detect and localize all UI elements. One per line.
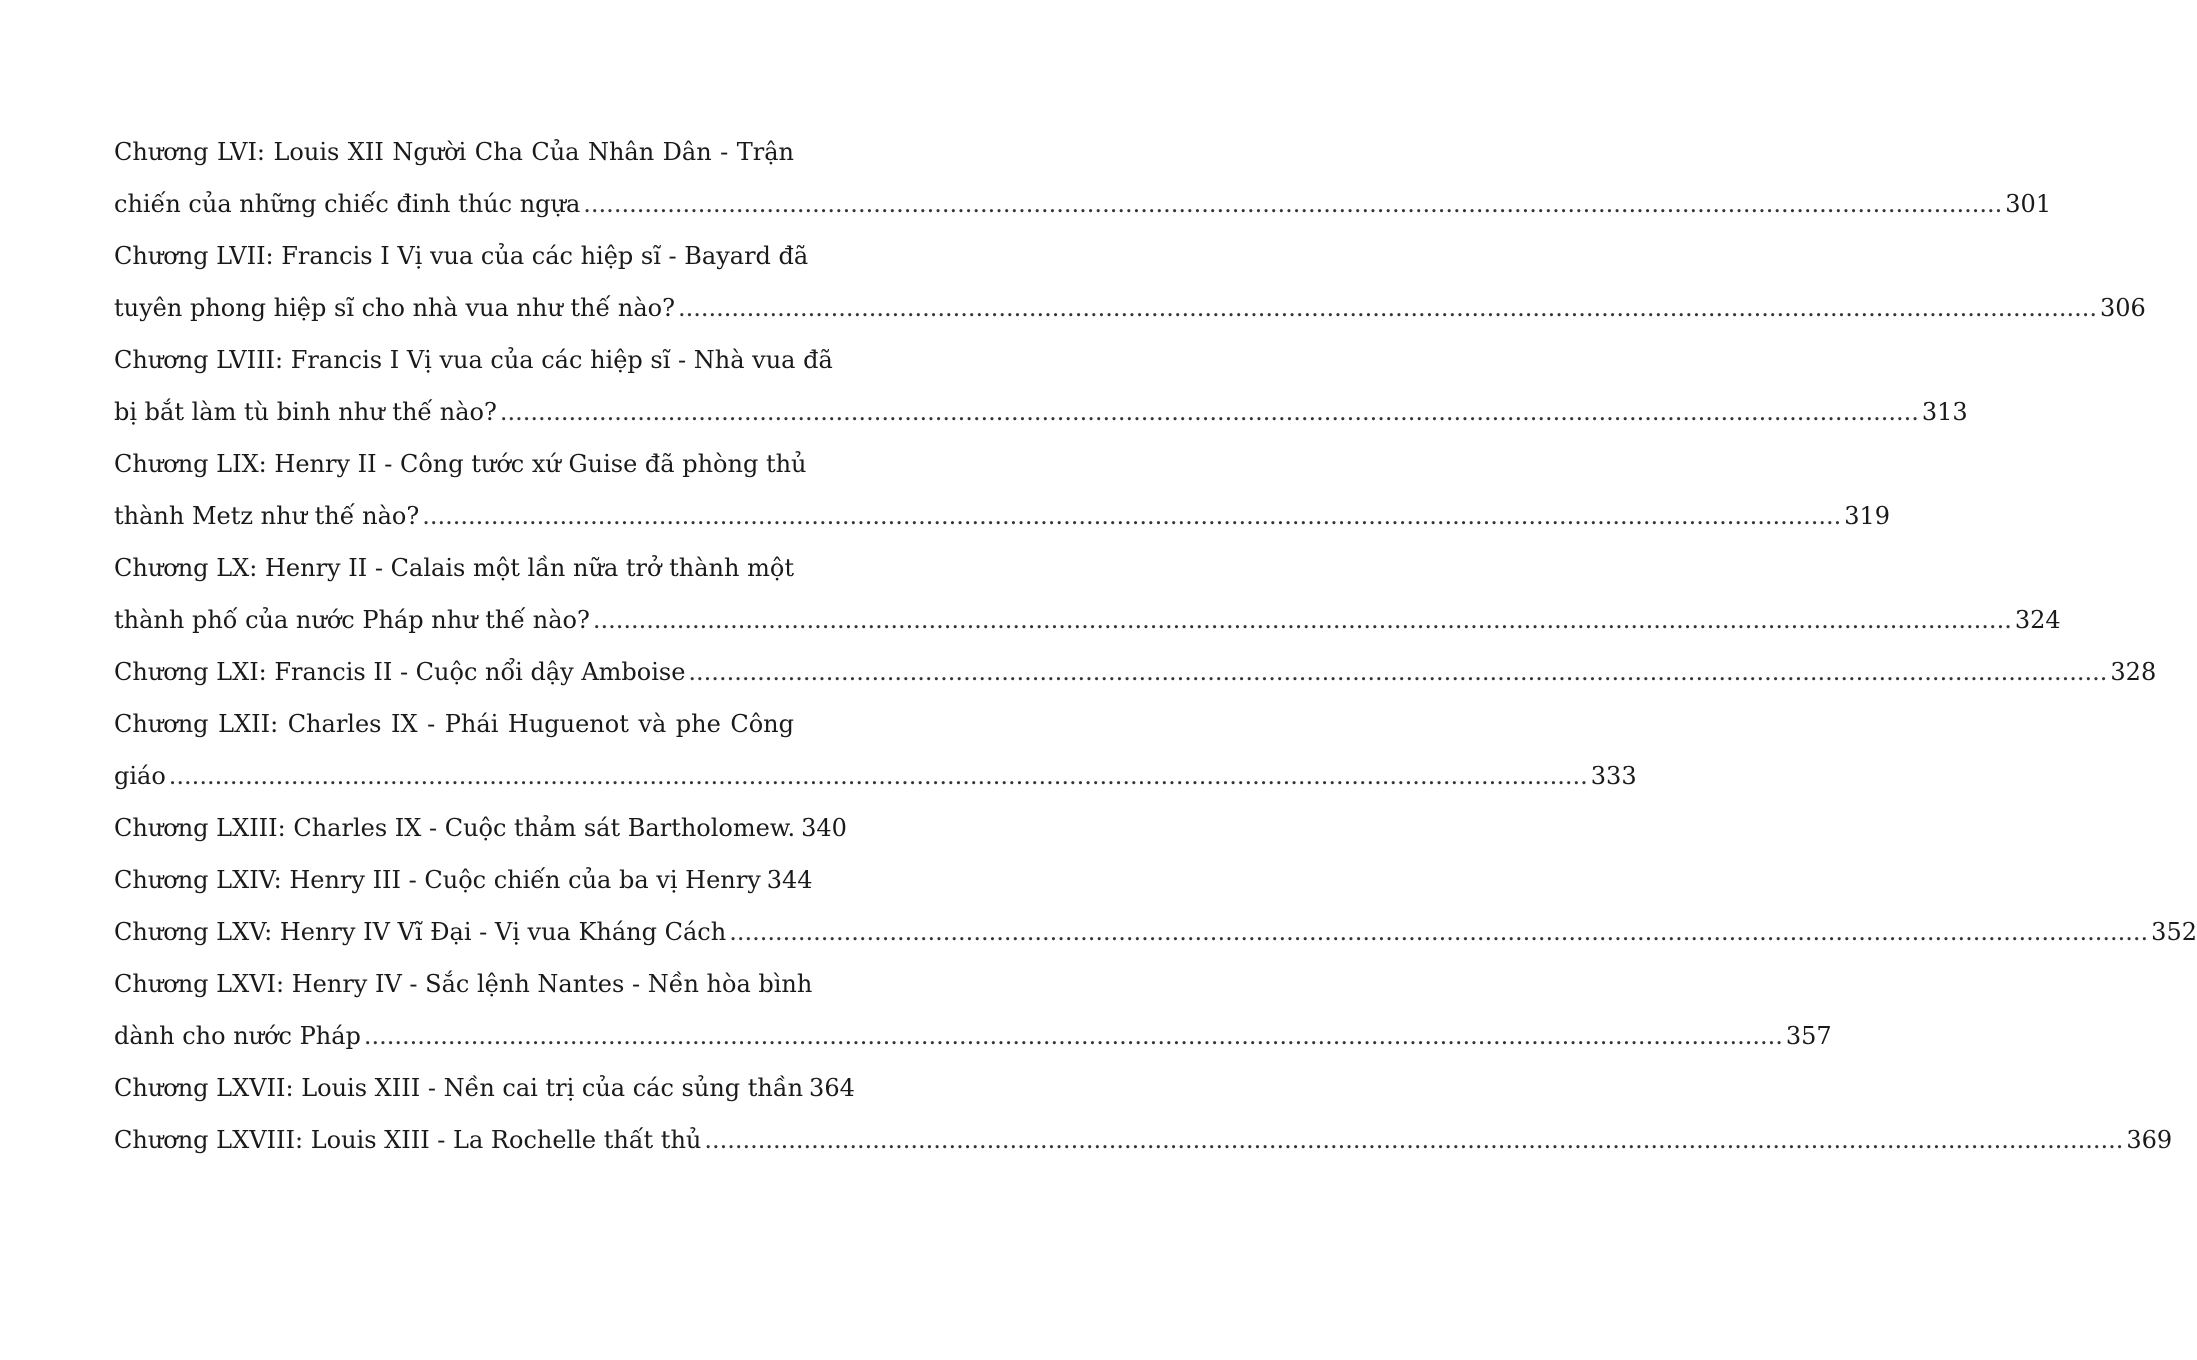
toc-entry-title-line: Chương LVI: Louis XII Người Cha Của Nhân Dân - Trận — [114, 138, 794, 166]
toc-entry-title-end: Chương LXIII: Charles IX - Cuộc thảm sát Bartholomew. — [114, 814, 796, 842]
toc-entry-title-end: Chương LXV: Henry IV Vĩ Đại - Vị vua Kháng Cách — [114, 918, 727, 946]
dot-leader — [729, 906, 2148, 958]
dot-leader — [500, 386, 1919, 438]
toc-entry-title-end: Chương LXVII: Louis XIII - Nền cai trị của các sủng thần — [114, 1074, 804, 1102]
toc-entry-last-line — [114, 854, 813, 906]
toc-entry[interactable] — [114, 334, 1968, 438]
toc-entry[interactable] — [114, 854, 813, 906]
toc-entry-last-line — [114, 646, 2157, 698]
dot-leader — [593, 594, 2012, 646]
toc-entry[interactable] — [114, 542, 2061, 646]
toc-page-number: 344 — [766, 866, 813, 894]
toc-page-number: 328 — [2110, 658, 2157, 686]
toc-entry-title-end: bị bắt làm tù binh như thế nào? — [114, 398, 497, 426]
toc-page-number: 313 — [1921, 398, 1968, 426]
dot-leader — [169, 750, 1588, 802]
toc-entry-last-line — [114, 750, 1637, 802]
toc-entry[interactable] — [114, 906, 2197, 958]
toc-entry-last-line — [114, 386, 1968, 438]
toc-entry-title-end: Chương LXIV: Henry III - Cuộc chiến của ba vị Henry — [114, 866, 761, 894]
toc-entry-last-line — [114, 1114, 2173, 1166]
toc-page-number: 340 — [801, 814, 847, 842]
toc-entry[interactable] — [114, 1114, 2173, 1166]
toc-entry-title-end: dành cho nước Pháp — [114, 1022, 361, 1050]
toc-page-number: 369 — [2126, 1126, 2173, 1154]
dot-leader — [583, 178, 2002, 230]
toc-entry-title-end: chiến của những chiếc đinh thúc ngựa — [114, 190, 581, 218]
toc-entry-title-end: giáo — [114, 762, 166, 790]
toc-entry-title-end: thành phố của nước Pháp như thế nào? — [114, 606, 590, 634]
toc-page-number: 319 — [1844, 502, 1891, 530]
toc-page-number: 364 — [809, 1074, 855, 1102]
toc-entry-title-end: thành Metz như thế nào? — [114, 502, 420, 530]
dot-leader — [364, 1010, 1783, 1062]
toc-page-number: 301 — [2005, 190, 2052, 218]
toc-entry[interactable] — [114, 802, 847, 854]
toc-entry-last-line — [114, 1010, 1832, 1062]
toc-entry-title-line: Chương LXII: Charles IX - Phái Huguenot và phe Công — [114, 710, 794, 738]
toc-entry[interactable] — [114, 1062, 855, 1114]
dot-leader — [688, 646, 2107, 698]
toc-page-number: 333 — [1590, 762, 1637, 790]
table-of-contents — [114, 126, 2197, 1166]
toc-entry-last-line — [114, 1062, 855, 1114]
toc-entry-title-line: Chương LXVI: Henry IV - Sắc lệnh Nantes - Nền hòa bình — [114, 970, 813, 998]
toc-entry-last-line — [114, 490, 1891, 542]
toc-entry[interactable] — [114, 646, 2157, 698]
toc-entry-title-line: Chương LX: Henry II - Calais một lần nữa trở thành một — [114, 554, 794, 582]
toc-entry-last-line — [114, 178, 2052, 230]
toc-entry[interactable] — [114, 230, 2146, 334]
toc-entry[interactable] — [114, 698, 1637, 802]
toc-page-number: 352 — [2151, 918, 2197, 946]
toc-entry[interactable] — [114, 126, 2052, 230]
dot-leader — [704, 1114, 2123, 1166]
toc-entry-last-line — [114, 906, 2197, 958]
toc-entry[interactable] — [114, 438, 1891, 542]
dot-leader — [422, 490, 1841, 542]
toc-entry-title-end: Chương LXI: Francis II - Cuộc nổi dậy Amboise — [114, 658, 686, 686]
toc-entry-title-line: Chương LVII: Francis I Vị vua của các hiệp sĩ - Bayard đã — [114, 242, 809, 270]
toc-entry-last-line — [114, 282, 2146, 334]
dot-leader — [678, 282, 2097, 334]
toc-entry-title-end: tuyên phong hiệp sĩ cho nhà vua như thế nào? — [114, 294, 675, 322]
toc-page-number: 324 — [2014, 606, 2061, 634]
toc-entry[interactable] — [114, 958, 1832, 1062]
toc-page-number: 357 — [1785, 1022, 1832, 1050]
toc-entry-title-line: Chương LVIII: Francis I Vị vua của các hiệp sĩ - Nhà vua đã — [114, 346, 833, 374]
toc-entry-title-end: Chương LXVIII: Louis XIII - La Rochelle thất thủ — [114, 1126, 702, 1154]
toc-entry-last-line — [114, 594, 2061, 646]
toc-entry-title-line: Chương LIX: Henry II - Công tước xứ Guise đã phòng thủ — [114, 450, 807, 478]
toc-entry-last-line — [114, 802, 847, 854]
toc-page-number: 306 — [2099, 294, 2146, 322]
